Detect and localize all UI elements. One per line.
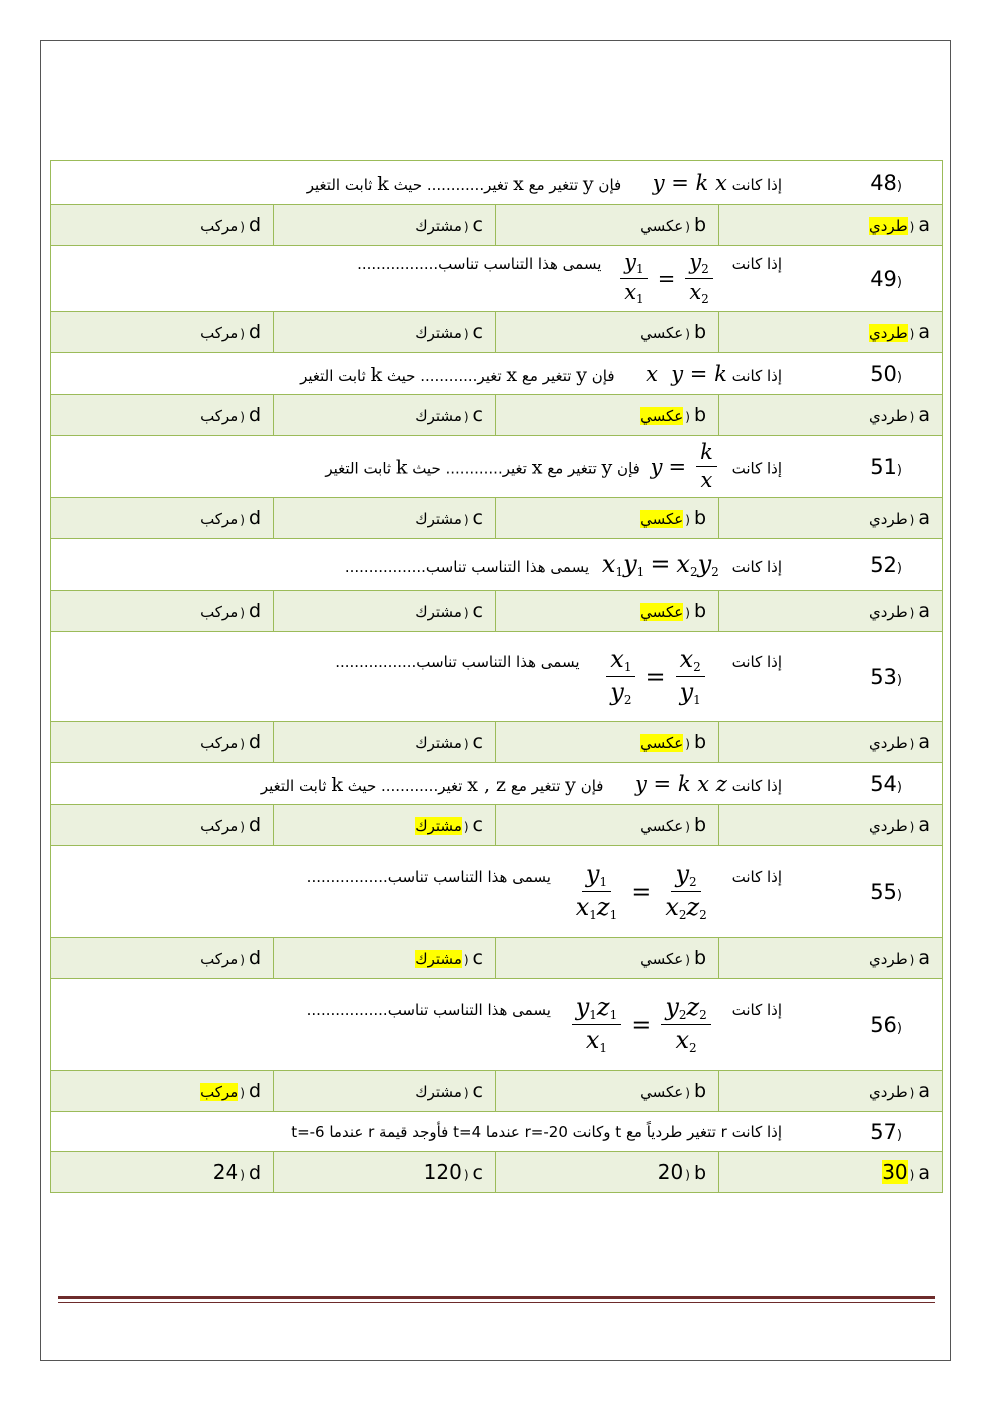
- option-c[interactable]: 120 ) c: [274, 1152, 496, 1193]
- option-b[interactable]: عكسي ) b: [496, 498, 719, 539]
- question-row: 49) إذا كانت $\frac{y_1}{x_1}$ = $\frac{y_2}{x_2}$ يسمى هذا التناسب تناسب.................: [51, 246, 943, 312]
- option-c[interactable]: مشترك ) c: [274, 205, 496, 246]
- option-b[interactable]: عكسي ) b: [496, 938, 719, 979]
- option-d[interactable]: مركب ) d: [51, 312, 274, 353]
- option-a[interactable]: طردي ) a: [719, 395, 943, 436]
- equation: y = k x: [652, 170, 727, 195]
- option-d[interactable]: 24 ) d: [51, 1152, 274, 1193]
- equation: y = k x z: [635, 771, 727, 796]
- equation: x y = k: [646, 361, 727, 386]
- question-text: إذا كانت $\frac{y_1z_1}{x_1}$ = $\frac{y_2z_2}{x_2}$ يسمى هذا التناسب تناسب.................: [306, 992, 782, 1055]
- question-text: إذا كانت r تتغير طردياً مع t وكانت r=-20 عندما t=4 فأوجد قيمة r عندما t=-6: [291, 1122, 782, 1141]
- question-text: إذا كانت $\frac{y_1}{x_1}$ = $\frac{y_2}{x_2}$ يسمى هذا التناسب تناسب.................: [357, 249, 782, 306]
- option-c[interactable]: مشترك ) c: [274, 591, 496, 632]
- option-b[interactable]: عكسي ) b: [496, 591, 719, 632]
- option-a[interactable]: طردي ) a: [719, 591, 943, 632]
- question-number: 51: [870, 454, 897, 479]
- option-d[interactable]: مركب ) d: [51, 591, 274, 632]
- option-b[interactable]: عكسي ) b: [496, 395, 719, 436]
- equation: $\frac{x_1}{y_2}$ = $\frac{x_2}{y_1}$: [602, 646, 709, 707]
- options-row: [51, 1152, 943, 1193]
- option-d[interactable]: مركب ) d: [51, 205, 274, 246]
- question-text: إذا كانت $\frac{y_1}{x_1z_1}$ = $\frac{y_2}{x_2z_2}$ يسمى هذا التناسب تناسب.................: [306, 859, 782, 922]
- option-b[interactable]: عكسي ) b: [496, 805, 719, 846]
- equation: $x_1y_1 = x_2y_2$: [601, 550, 719, 579]
- question-number: 56: [870, 1012, 897, 1037]
- highlighted-answer: طردي: [869, 217, 908, 235]
- options-row: [51, 805, 943, 846]
- option-a[interactable]: طردي ) a: [719, 205, 943, 246]
- option-c[interactable]: مشترك ) c: [274, 805, 496, 846]
- option-b[interactable]: 20 ) b: [496, 1152, 719, 1193]
- equation: $\frac{y_1z_1}{x_1}$ = $\frac{y_2z_2}{x_2}$: [568, 994, 715, 1055]
- question-row: 56) إذا كانت $\frac{y_1z_1}{x_1}$ = $\frac{y_2z_2}{x_2}$ يسمى هذا التناسب تناسب.................: [51, 979, 943, 1071]
- question-text: إذا كانت $x_1y_1 = x_2y_2$ يسمى هذا التناسب تناسب.................: [344, 550, 782, 579]
- options-row: [51, 312, 943, 353]
- highlighted-answer: عكسي: [640, 407, 684, 425]
- question-row: 50) إذا كانت x y = k فإن y تتغير مع x تغير............ حيث k ثابت التغير: [51, 353, 943, 395]
- highlighted-answer: 30: [882, 1160, 908, 1184]
- options-row: [51, 395, 943, 436]
- highlighted-answer: مركب: [200, 1083, 239, 1101]
- question-row: 57) إذا كانت r تتغير طردياً مع t وكانت r=-20 عندما t=4 فأوجد قيمة r عندما t=-6: [51, 1112, 943, 1152]
- question-number: 54: [870, 771, 897, 796]
- option-c[interactable]: مشترك ) c: [274, 722, 496, 763]
- question-text: إذا كانت y = $\frac{k}{x}$ فإن y تتغير مع x تغير............ حيث k ثابت التغير: [325, 439, 782, 492]
- question-row: 48) إذا كانت y = k x فإن y تتغير مع x تغير............ حيث k ثابت التغير: [51, 161, 943, 205]
- option-c[interactable]: مشترك ) c: [274, 938, 496, 979]
- question-row: 55) إذا كانت $\frac{y_1}{x_1z_1}$ = $\frac{y_2}{x_2z_2}$ يسمى هذا التناسب تناسب.................: [51, 846, 943, 938]
- question-row: 51) إذا كانت y = $\frac{k}{x}$ فإن y تتغير مع x تغير............ حيث k ثابت التغير: [51, 436, 943, 498]
- highlighted-answer: طردي: [869, 324, 908, 342]
- options-row: [51, 205, 943, 246]
- option-a[interactable]: طردي ) a: [719, 498, 943, 539]
- option-c[interactable]: مشترك ) c: [274, 395, 496, 436]
- option-b[interactable]: عكسي ) b: [496, 1071, 719, 1112]
- option-d[interactable]: مركب ) d: [51, 805, 274, 846]
- highlighted-answer: عكسي: [640, 603, 684, 621]
- option-a[interactable]: طردي ) a: [719, 938, 943, 979]
- question-row: 53) إذا كانت $\frac{x_1}{y_2}$ = $\frac{x_2}{y_1}$ يسمى هذا التناسب تناسب.................: [51, 632, 943, 722]
- question-text: إذا كانت $\frac{x_1}{y_2}$ = $\frac{x_2}{y_1}$ يسمى هذا التناسب تناسب.................: [335, 644, 782, 707]
- option-a[interactable]: طردي ) a: [719, 1071, 943, 1112]
- option-a[interactable]: 30 ) a: [719, 1152, 943, 1193]
- question-text: إذا كانت y = k x فإن y تتغير مع x تغير............ حيث k ثابت التغير: [306, 170, 782, 195]
- options-row: [51, 591, 943, 632]
- option-b[interactable]: عكسي ) b: [496, 312, 719, 353]
- option-a[interactable]: طردي ) a: [719, 805, 943, 846]
- questions-table: [50, 160, 943, 1193]
- option-d[interactable]: مركب ) d: [51, 938, 274, 979]
- question-number: 57: [870, 1119, 897, 1144]
- footer-rule: [58, 1296, 935, 1299]
- option-d[interactable]: مركب ) d: [51, 498, 274, 539]
- footer-rule-thin: [58, 1302, 935, 1303]
- option-d[interactable]: مركب ) d: [51, 395, 274, 436]
- highlighted-answer: عكسي: [640, 510, 684, 528]
- highlighted-answer: عكسي: [640, 734, 684, 752]
- option-a[interactable]: طردي ) a: [719, 312, 943, 353]
- question-number: 52: [870, 552, 897, 577]
- question-number: 48: [870, 170, 897, 195]
- question-number: 49: [870, 266, 897, 291]
- highlighted-answer: مشترك: [415, 817, 462, 835]
- question-row: 52) إذا كانت $x_1y_1 = x_2y_2$ يسمى هذا التناسب تناسب.................: [51, 539, 943, 591]
- equation: $\frac{y_1}{x_1}$ = $\frac{y_2}{x_2}$: [616, 251, 717, 306]
- question-number: 55: [870, 879, 897, 904]
- option-a[interactable]: طردي ) a: [719, 722, 943, 763]
- options-row: [51, 1071, 943, 1112]
- options-row: [51, 498, 943, 539]
- question-row: 54) إذا كانت y = k x z فإن y تتغير مع x , z تغير............ حيث k ثابت التغير: [51, 763, 943, 805]
- question-number: 53: [870, 664, 897, 689]
- option-c[interactable]: مشترك ) c: [274, 1071, 496, 1112]
- option-b[interactable]: عكسي ) b: [496, 205, 719, 246]
- option-c[interactable]: مشترك ) c: [274, 498, 496, 539]
- question-text: إذا كانت x y = k فإن y تتغير مع x تغير............ حيث k ثابت التغير: [300, 361, 782, 386]
- equation: y = $\frac{k}{x}$: [651, 441, 721, 492]
- question-number: 50: [870, 361, 897, 386]
- option-d[interactable]: مركب ) d: [51, 722, 274, 763]
- option-b[interactable]: عكسي ) b: [496, 722, 719, 763]
- question-text: إذا كانت y = k x z فإن y تتغير مع x , z تغير............ حيث k ثابت التغير: [260, 771, 782, 796]
- options-row: [51, 938, 943, 979]
- equation: $\frac{y_1}{x_1z_1}$ = $\frac{y_2}{x_2z_2}$: [575, 859, 707, 922]
- option-c[interactable]: مشترك ) c: [274, 312, 496, 353]
- highlighted-answer: مشترك: [415, 950, 462, 968]
- option-d[interactable]: مركب ) d: [51, 1071, 274, 1112]
- options-row: [51, 722, 943, 763]
